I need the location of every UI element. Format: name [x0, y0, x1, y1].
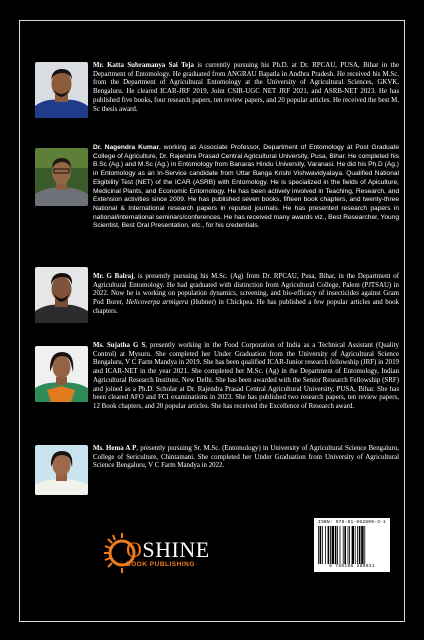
- isbn-barcode: [314, 518, 390, 572]
- author-photo-balraj: [35, 267, 88, 323]
- publisher-initial: O: [126, 537, 143, 562]
- barcode-number: 9 789196 280931: [329, 564, 375, 569]
- back-cover-frame: [19, 20, 405, 622]
- barcode-bars: [317, 526, 387, 564]
- bio-text-continued: (Hubner) in Chickpea. He has published a few popular articles and book chapters.: [93, 299, 400, 315]
- bio-hema: [93, 445, 399, 471]
- author-photo-nagendra-kumar: [35, 148, 88, 206]
- author-name: Ms. Sujatha G S: [93, 342, 146, 349]
- publisher-logo: [102, 528, 212, 578]
- publisher-word: SHINE: [142, 537, 210, 562]
- bio-text: , presently working in the Food Corporation of India as a Technical Assistant (Quality Control) at Mysuru. She completed her Under Graduation from the University of Agricultural Science Bengaluru, V C Farm Mandya in 2019. She has been qualified ICAR-Junior research fellowship (JRF) in 2019 and ICAR-NET in the year 2021. She completed her M.Sc. (Ag) in the Department of Entomology, Indian Agricultural Research Institute, New Delhi. She has been awarded with the Senior Research Fellowship (SRF) and joined as a Ph.D. Scholar at Dr. Rajendra Prasad Central Agricultural University, PUSA, Bihar. She has been cleared AFO and FCI examinations in 2023. She has published two research papers, ten review papers, 12 Book chapters, and 20 popular articles. She has received the Excellence of Research award.: [93, 342, 399, 410]
- bio-text: , is presently pursuing his M.Sc. (Ag) from Dr. RPCAU, Pusa, Bihar, in the Department of Agricultural Entomology. He had graduated with distinction from Agricultural College, Palem (PJTSAU) in 2022. Now he is working on population dynamics, screening, and bio-efficacy of insecticides against Gram Pod Borer,: [93, 273, 399, 307]
- bio-text: is currently pursuing his Ph.D. at Dr. RPCAU, PUSA, Bihar in the Department of Entomology. He graduated from ANGRAU Bapatla in Andhra Pradesh. He received his M.Sc. from the Department of Agricultural Entomology at the University of Agricultural Sciences, GKVK, Bengaluru. He cleared ICAR-JRF 2019, Joint CSIR-UGC NET JRF 2021, and ASRB-NET 2023. He has published five books, four research papers, ten review papers, and 20 popular articles. He received the best M. Sc thesis award.: [93, 62, 399, 113]
- author-name: Dr. Nagendra Kumar: [93, 144, 160, 151]
- author-name: Ms. Hema A P: [93, 445, 137, 452]
- species-name: Helicoverpa armigera: [125, 299, 189, 307]
- bio-text: , presently pursuing Sr. M.Sc. (Entomology) in University of Agricultural Science Bengaluru, College of Sericulture, Chintamani. She completed her Under Graduation from University of Agricultural Science Bengaluru, V C Farm Mandya in 2022.: [93, 445, 399, 470]
- author-photo-sai-teja: [35, 62, 88, 118]
- bio-sujatha: [93, 342, 399, 412]
- bio-text: , working as Associate Professor, Department of Entomology at Post Graduate College of Agriculture, Dr. Rajendra Prasad Central Agricultural University, Pusa, Bihar. He completed his B.Sc (Ag.) and M.Sc (Ag.) in Entomology from Banaras Hindu University, Varanasi. He did his Ph.D (Ag.) in Entomology as an In-Service candidate from Uttar Banga Krishi Vishwavidyalaya. Qualified National Eligibility Test (NET) of the ICAR (ASRB) with Entomology. He is specialized in the fields of Apiculture, Medicinal Plants, and Economic Entomology. He has been actively involved in Teaching, Research, and Extension activities since 2009. He has published seven books, fifteen book chapters, and twenty-three National & International research papers in reputed journals. He has presented research papers in national/international seminars/conferences. He has received many awards viz., Best Researcher, Young Scientist, Best Oral Presentation, etc., for his credentials.: [93, 144, 399, 230]
- author-photo-sujatha: [35, 346, 88, 402]
- author-photo-hema: [35, 445, 88, 495]
- isbn-label: ISBN: 978-81-962809-3-1: [317, 520, 386, 525]
- author-name: Mr. Katta Subramanya Sai Teja: [93, 62, 194, 69]
- publisher-subtitle: BOOK PUBLISHING: [126, 561, 195, 568]
- bio-sai-teja: [93, 62, 399, 114]
- bio-balraj: [93, 273, 399, 317]
- author-name: Mr. G Balraj: [93, 273, 134, 280]
- bio-nagendra-kumar: [93, 144, 399, 231]
- publisher-name: [126, 537, 210, 563]
